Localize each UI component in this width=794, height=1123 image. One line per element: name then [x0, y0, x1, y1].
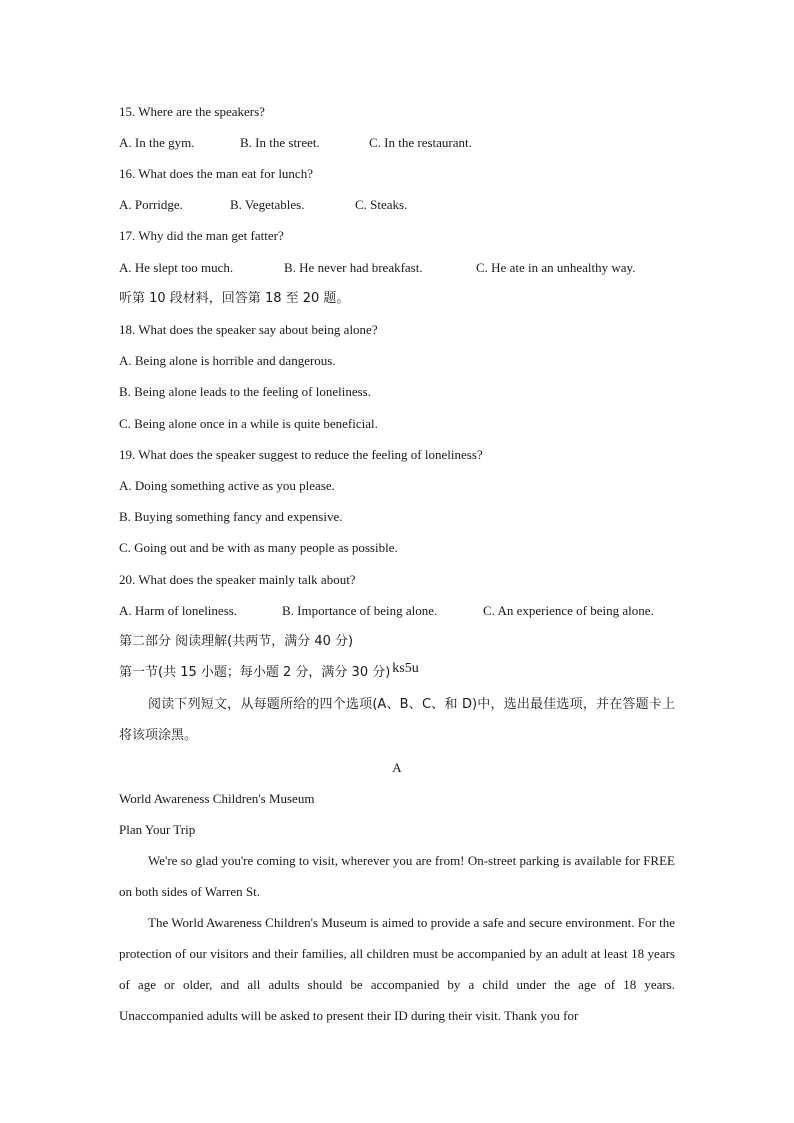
option-b: B. He never had breakfast.	[284, 260, 423, 275]
option-c: C. Steaks.	[355, 197, 408, 212]
option-c: C. He ate in an unhealthy way.	[476, 260, 636, 275]
option-b: B. Importance of being alone.	[282, 603, 438, 618]
question-19-option-b: B. Buying something fancy and expensive.	[119, 509, 343, 524]
section-1-heading	[119, 661, 679, 682]
option-c: C. In the restaurant.	[369, 135, 472, 150]
question-16: 16. What does the man eat for lunch?	[119, 166, 313, 181]
option-b: B. Vegetables.	[230, 197, 305, 212]
question-19: 19. What does the speaker suggest to reduce the feeling of loneliness?	[119, 447, 483, 462]
question-17: 17. Why did the man get fatter?	[119, 228, 284, 243]
passage-paragraph-1: We're so glad you're coming to visit, wherever you are from! On-street parking is available for FREE on both sides of Warren St.	[119, 853, 675, 899]
passage-subtitle: Plan Your Trip	[119, 822, 196, 837]
section-1-text: 第一节(共 15 小题；每小题 2 分，满分 30 分)	[119, 665, 391, 680]
option-a: A. Porridge.	[119, 197, 183, 212]
option-a: A. Harm of loneliness.	[119, 603, 238, 618]
option-c: C. An experience of being alone.	[483, 603, 654, 618]
question-18-option-b: B. Being alone leads to the feeling of loneliness.	[119, 384, 371, 399]
question-19-option-c: C. Going out and be with as many people as possible.	[119, 540, 398, 555]
option-b: B. In the street.	[240, 135, 320, 150]
part-2-heading: 第二部分 阅读理解(共两节，满分 40 分)	[119, 634, 354, 649]
passage-paragraph-2: The World Awareness Children's Museum is aimed to provide a safe and secure environment. For the protection of our visitors and their families, all children must be accompanied by an adult at least 18 years of age or older, and all adults should be accompanied by a child under the age of 18 years. Unaccompanied adults will be asked to present their ID during their visit. Thank you for	[119, 915, 675, 1023]
reading-instruction: 阅读下列短文，从每题所给的四个选项(A、B、C、和 D)中，选出最佳选项，并在答题卡上将该项涂黑。	[119, 697, 675, 743]
passage-title: World Awareness Children's Museum	[119, 791, 315, 806]
option-a: A. In the gym.	[119, 135, 195, 150]
question-18-option-c: C. Being alone once in a while is quite beneficial.	[119, 416, 378, 431]
watermark-text: ks5u	[392, 661, 419, 676]
question-20: 20. What does the speaker mainly talk about?	[119, 572, 356, 587]
section-10-heading: 听第 10 段材料，回答第 18 至 20 题。	[119, 291, 350, 306]
question-19-option-a: A. Doing something active as you please.	[119, 478, 335, 493]
passage-label: A	[392, 760, 402, 775]
question-18: 18. What does the speaker say about being alone?	[119, 322, 378, 337]
question-18-option-a: A. Being alone is horrible and dangerous.	[119, 353, 336, 368]
option-a: A. He slept too much.	[119, 260, 234, 275]
question-15: 15. Where are the speakers?	[119, 104, 265, 119]
